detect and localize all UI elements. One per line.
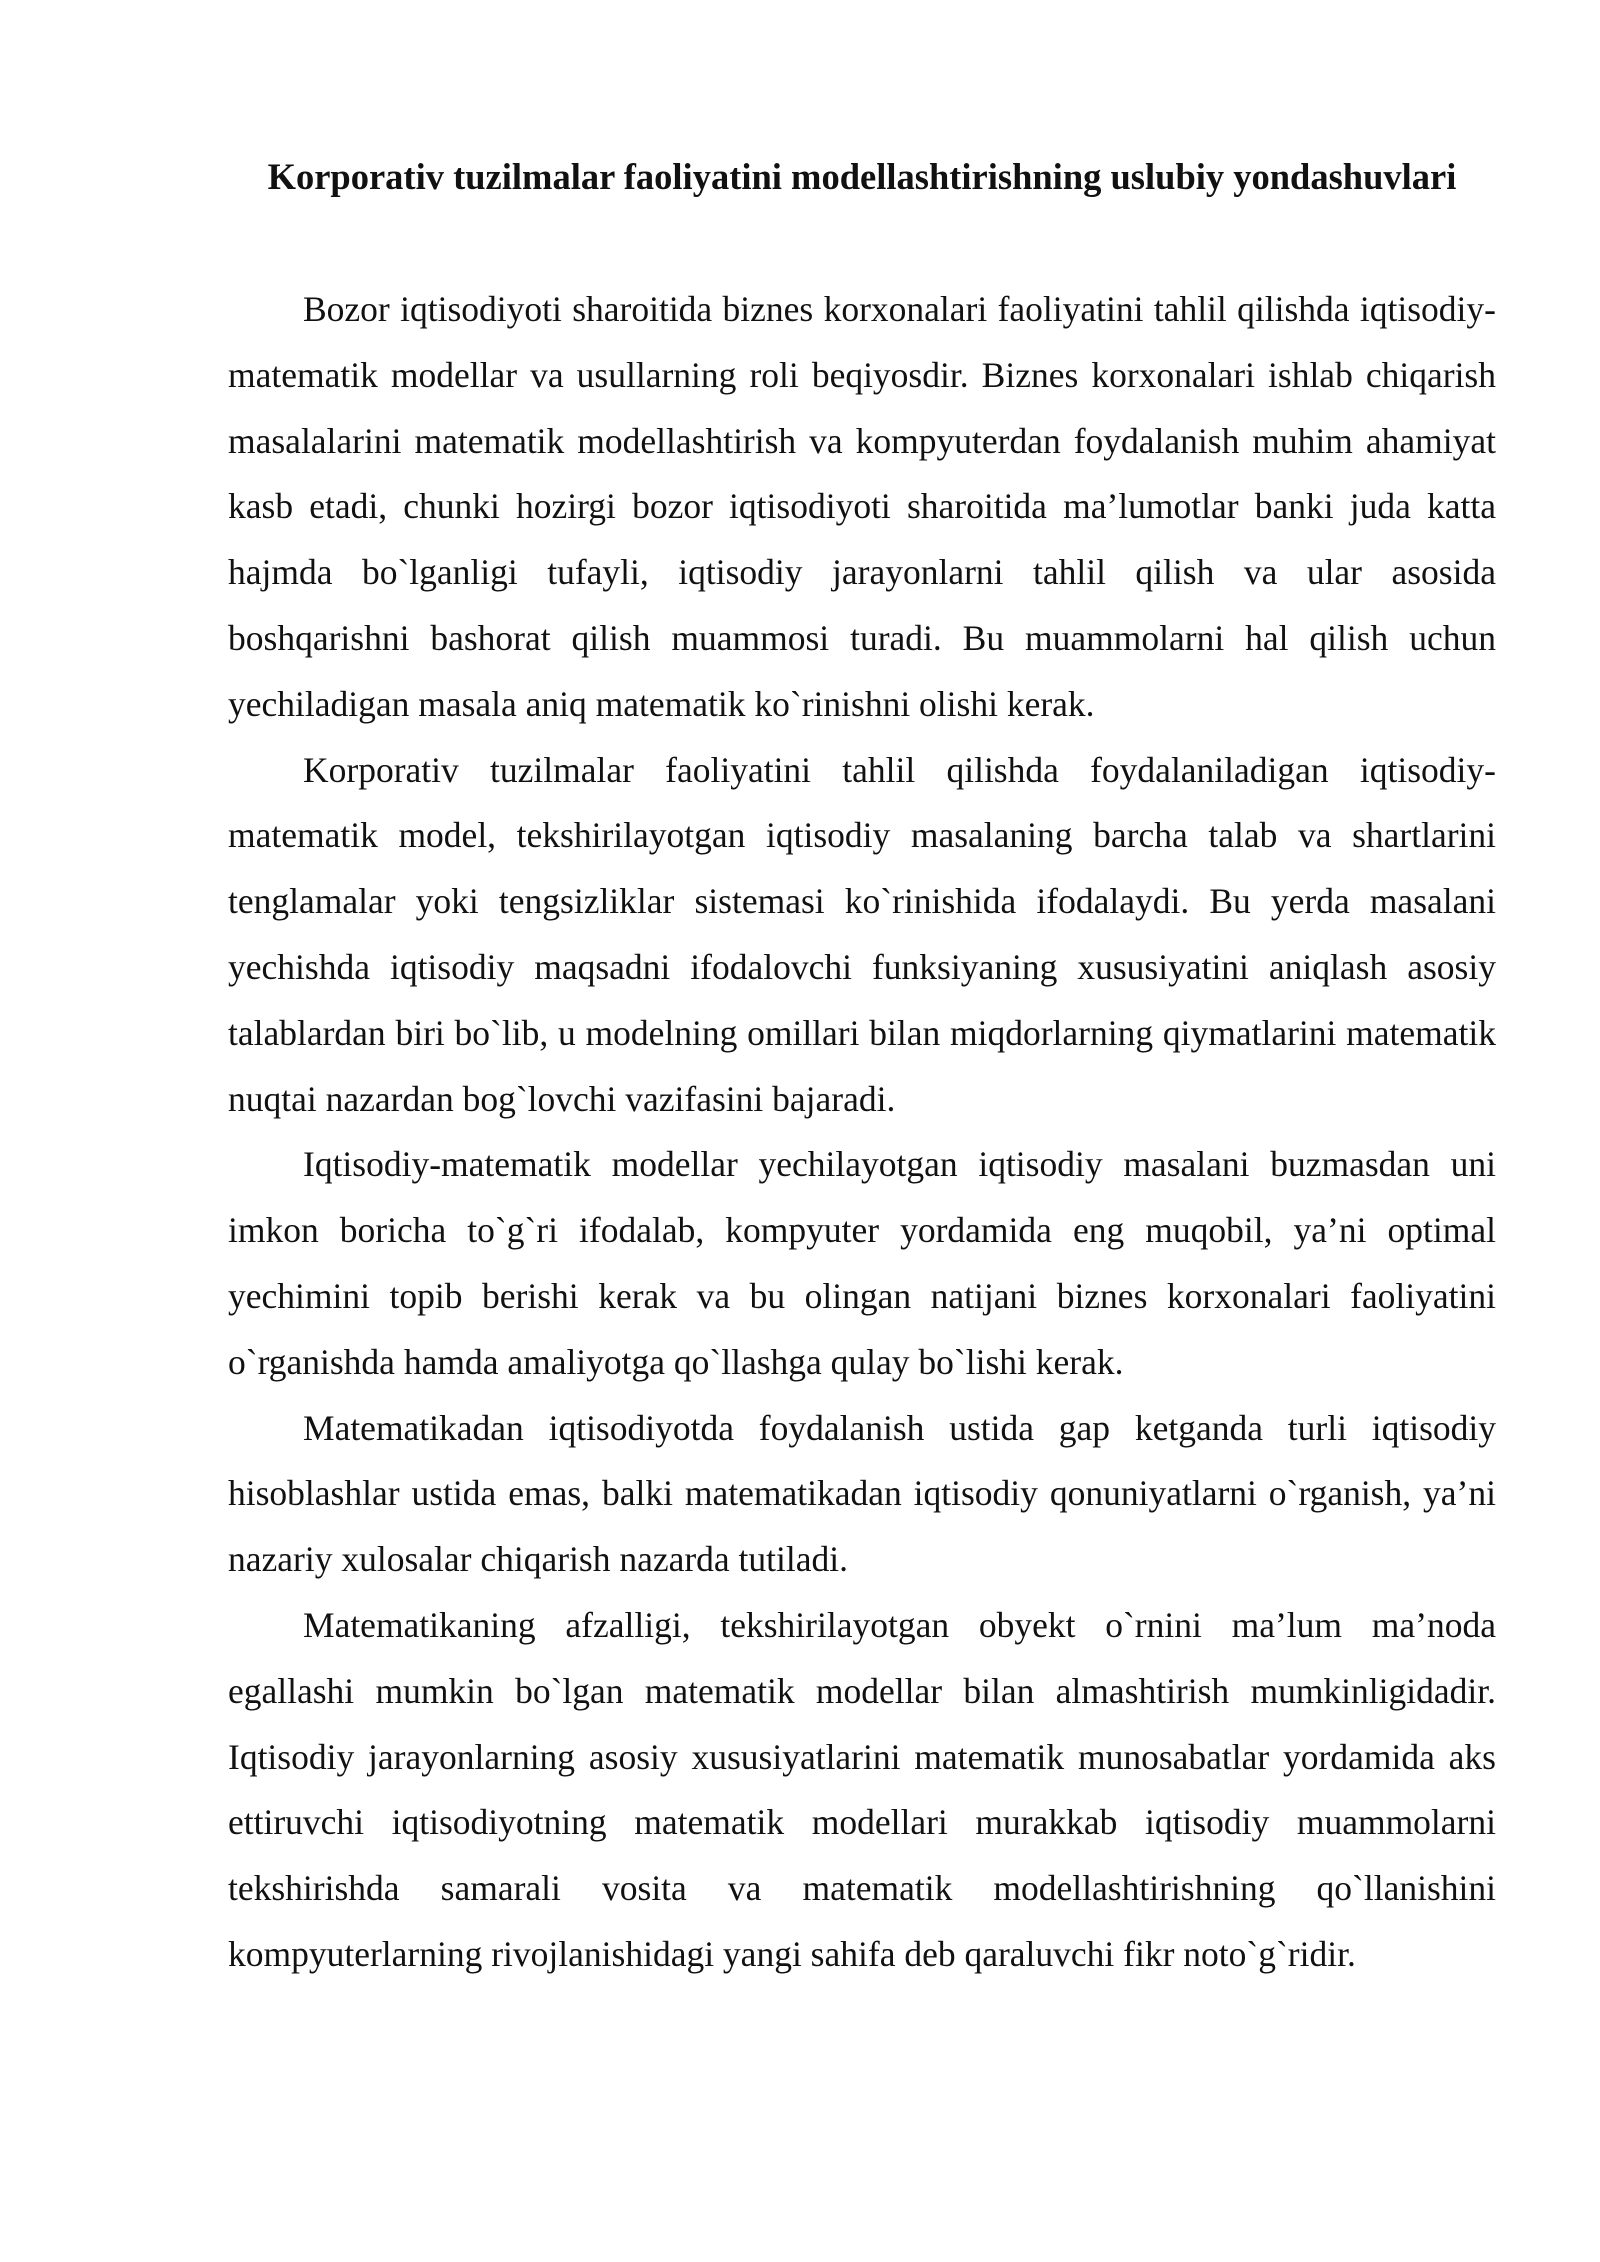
paragraph-5: Matematikaning afzalligi, tekshirilayotgan obyekt o`rnini ma’lum ma’noda egallashi mumkin bo`lgan matematik modellar bilan almashtirish mumkinligidadir. Iqtisodiy jarayonlarning asosiy xususiyatlarini matematik munosabatlar yordamida aks ettiruvchi iqtisodiyotning matematik modellari murakkab iqtisodiy muammolarni tekshirishda samarali vosita va matematik modellashtirishning qo`llanishini kompyuterlarning rivojlanishidagi yangi sahifa deb qaraluvchi fikr noto`g`ridir. [228, 1604, 1496, 1974]
paragraph-4: Matematikadan iqtisodiyotda foydalanish ustida gap ketganda turli iqtisodiy hisoblashlar ustida emas, balki matematikadan iqtisodiy qonuniyatlarni o`rganish, ya’ni nazariy xulosalar chiqarish nazarda tutiladi. [228, 1407, 1496, 1580]
paragraph-2: Korporativ tuzilmalar faoliyatini tahlil qilishda foydalaniladigan iqtisodiy-matematik model, tekshirilayotgan iqtisodiy masalaning barcha talab va shartlarini tenglamalar yoki tengsizliklar sistemasi ko`rinishida ifodalaydi. Bu yerda masalani yechishda iqtisodiy maqsadni ifodalovchi funksiyaning xususiyatini aniqlash asosiy talablardan biri bo`lib, u modelning omillari bilan miqdorlarning qiymatlarini matematik nuqtai nazardan bog`lovchi vazifasini bajaradi. [228, 749, 1496, 1119]
document-title: Korporativ tuzilmalar faoliyatini modellashtirishning uslubiy yondashuvlari [267, 156, 1457, 197]
document-body [228, 277, 1496, 1988]
paragraph-3: Iqtisodiy-matematik modellar yechilayotgan iqtisodiy masalani buzmasdan uni imkon boricha to`g`ri ifodalab, kompyuter yordamida eng muqobil, ya’ni optimal yechimini topib berishi kerak va bu olingan natijani biznes korxonalari faoliyatini o`rganishda hamda amaliyotga qo`llashga qulay bo`lishi kerak. [228, 1144, 1496, 1382]
paragraph-1: Bozor iqtisodiyoti sharoitida biznes korxonalari faoliyatini tahlil qilishda iqtisodiy-matematik modellar va usullarning roli beqiyosdir. Biznes korxonalari ishlab chiqarish masalalarini matematik modellashtirish va kompyuterdan foydalanish muhim ahamiyat kasb etadi, chunki hozirgi bozor iqtisodiyoti sharoitida ma’lumotlar banki juda katta hajmda bo`lganligi tufayli, iqtisodiy jarayonlarni tahlil qilish va ular asosida boshqarishni bashorat qilish muammosi turadi. Bu muammolarni hal qilish uchun yechiladigan masala aniq matematik ko`rinishni olishi kerak. [228, 289, 1496, 724]
